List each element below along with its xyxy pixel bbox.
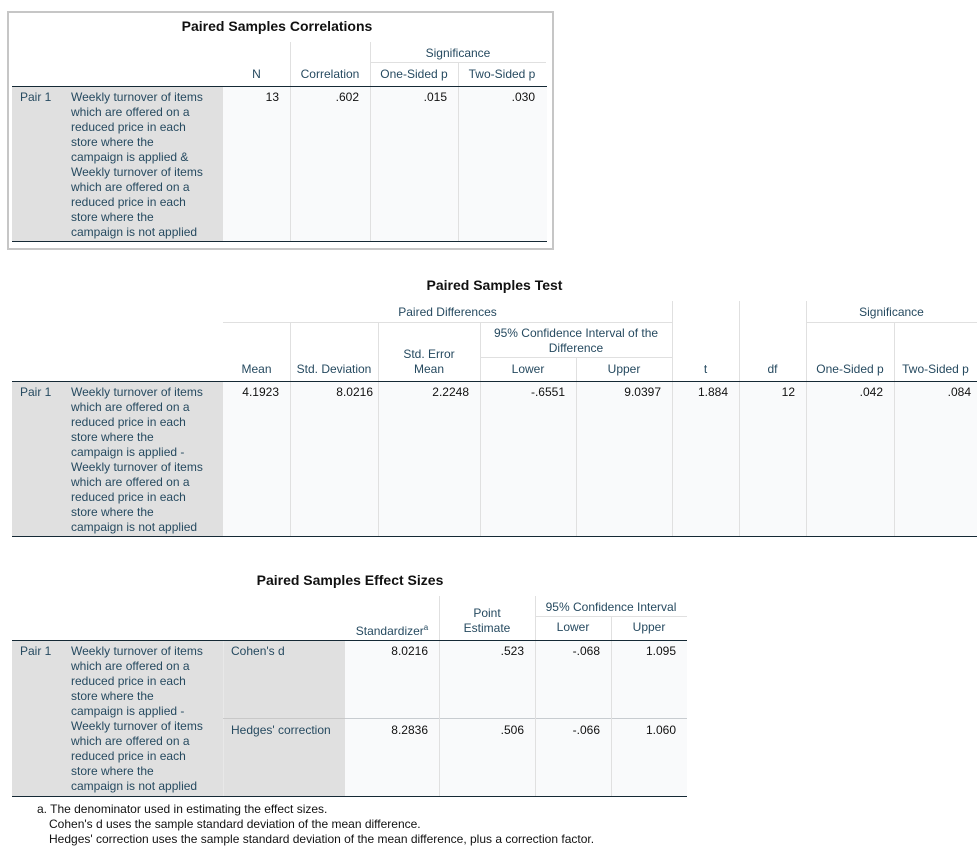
effect-footnote-cohens: Cohen's d uses the sample standard deviation of the mean difference. xyxy=(49,817,421,831)
test-df-header: df xyxy=(767,362,778,376)
test-one-sided-header: One-Sided p xyxy=(816,362,884,376)
correlations-one-sided-value: .015 xyxy=(423,90,447,104)
description-line: Weekly turnover of items xyxy=(71,90,203,104)
test-pair-label: Pair 1 xyxy=(20,385,52,399)
description-line: reduced price in each xyxy=(71,749,186,763)
effect-hedges-point: .506 xyxy=(500,723,524,737)
test-std-error-line2: Mean xyxy=(413,362,445,376)
correlations-significance-underline xyxy=(370,62,546,63)
test-one-sided-value: .042 xyxy=(859,385,883,399)
description-line: store where the xyxy=(71,210,154,224)
test-mean-value: 4.1923 xyxy=(242,385,279,399)
correlations-column-separator xyxy=(290,87,291,241)
test-column-separator xyxy=(806,382,807,536)
effect-row-label-cohens-d: Cohen's d xyxy=(231,644,285,658)
effect-title: Paired Samples Effect Sizes xyxy=(256,572,444,588)
test-std-error-value: 2.2248 xyxy=(432,385,469,399)
description-line: campaign is not applied xyxy=(71,520,198,534)
test-ci-header-line1: 95% Confidence Interval of the xyxy=(493,326,659,340)
test-significance-header: Significance xyxy=(859,305,924,319)
correlations-significance-header: Significance xyxy=(425,46,491,60)
test-data-area xyxy=(223,382,977,536)
correlations-bottom-rule xyxy=(12,241,547,242)
effect-hedges-upper: 1.060 xyxy=(645,723,676,737)
description-line: which are offered on a xyxy=(71,400,190,414)
description-line: store where the xyxy=(71,689,154,703)
test-column-separator xyxy=(672,382,673,536)
test-paired-differences-header: Paired Differences xyxy=(398,305,497,319)
test-header-separator xyxy=(378,322,379,381)
effect-cohens-upper: 1.095 xyxy=(645,644,676,658)
test-column-separator xyxy=(290,382,291,536)
effect-standardizer-label: Standardizer xyxy=(355,624,424,638)
test-t-value: 1.884 xyxy=(697,385,728,399)
description-line: which are offered on a xyxy=(71,180,190,194)
test-df-value: 12 xyxy=(781,385,795,399)
test-lower-header: Lower xyxy=(511,362,545,376)
test-mean-header: Mean xyxy=(241,362,272,376)
effect-point-line2: Estimate xyxy=(463,621,511,635)
effect-header-separator xyxy=(535,596,536,640)
correlations-two-sided-header: Two-Sided p xyxy=(468,67,536,81)
description-line: store where the xyxy=(71,135,154,149)
description-line: campaign is not applied xyxy=(71,779,198,793)
correlations-column-separator xyxy=(370,87,371,241)
description-line: reduced price in each xyxy=(71,195,186,209)
test-column-separator xyxy=(894,382,895,536)
correlations-pair-label: Pair 1 xyxy=(20,90,52,104)
test-column-separator xyxy=(480,382,481,536)
description-line: which are offered on a xyxy=(71,659,190,673)
test-header-separator xyxy=(894,322,895,381)
description-line: store where the xyxy=(71,505,154,519)
test-t-header: t xyxy=(703,362,708,376)
test-header-separator xyxy=(672,301,673,381)
test-two-sided-value: .084 xyxy=(947,385,971,399)
effect-ci-header: 95% Confidence Interval xyxy=(545,600,677,614)
test-ci-header xyxy=(480,326,672,356)
test-title: Paired Samples Test xyxy=(426,277,563,293)
correlations-column-separator xyxy=(458,87,459,241)
correlations-header-separator xyxy=(290,42,291,86)
effect-row-label-hedges: Hedges' correction xyxy=(231,723,331,737)
correlations-header-separator xyxy=(458,62,459,86)
description-line: which are offered on a xyxy=(71,105,190,119)
effect-column-separator xyxy=(439,641,440,796)
description-line: store where the xyxy=(71,430,154,444)
effect-point-line1: Point xyxy=(473,606,501,620)
test-upper-value: 9.0397 xyxy=(624,385,661,399)
description-line: reduced price in each xyxy=(71,415,186,429)
effect-column-separator xyxy=(611,641,612,796)
test-column-separator xyxy=(378,382,379,536)
effect-hedges-standardizer: 8.2836 xyxy=(391,723,428,737)
description-line: campaign is applied & xyxy=(71,150,189,164)
effect-standardizer-footnote-marker: a xyxy=(423,623,429,632)
effect-header-separator xyxy=(439,596,440,640)
description-line: Weekly turnover of items xyxy=(71,385,203,399)
correlations-n-value: 13 xyxy=(265,90,279,104)
correlations-correlation-value: .602 xyxy=(335,90,359,104)
test-std-error-line1: Std. Error xyxy=(403,347,455,361)
test-lower-value: -.6551 xyxy=(530,385,565,399)
description-line: Weekly turnover of items xyxy=(71,460,203,474)
test-column-separator xyxy=(576,382,577,536)
effect-hedges-lower: -.066 xyxy=(572,723,600,737)
effect-cohens-lower: -.068 xyxy=(572,644,600,658)
effect-row-divider xyxy=(345,718,687,719)
effect-point-header xyxy=(439,606,535,636)
test-column-separator xyxy=(739,382,740,536)
description-line: reduced price in each xyxy=(71,490,186,504)
test-header-separator xyxy=(576,357,577,381)
correlations-correlation-header: Correlation xyxy=(300,67,360,81)
effect-cohens-point: .523 xyxy=(500,644,524,658)
correlations-data-area xyxy=(223,87,547,241)
test-header-separator xyxy=(480,322,481,381)
test-header-separator xyxy=(290,322,291,381)
test-pair-description xyxy=(71,385,221,535)
description-line: reduced price in each xyxy=(71,120,186,134)
effect-cohens-standardizer: 8.0216 xyxy=(391,644,428,658)
description-line: campaign is applied - xyxy=(71,445,185,459)
description-line: Weekly turnover of items xyxy=(71,644,203,658)
test-header-separator xyxy=(739,301,740,381)
effect-row-divider xyxy=(223,718,345,719)
correlations-header-separator xyxy=(370,42,371,86)
test-std-error-header xyxy=(378,347,480,377)
effect-pair-label: Pair 1 xyxy=(20,644,52,658)
test-ci-header-line2: Difference xyxy=(548,341,604,355)
effect-column-separator xyxy=(535,641,536,796)
description-line: which are offered on a xyxy=(71,475,190,489)
description-line: reduced price in each xyxy=(71,674,186,688)
test-two-sided-header: Two-Sided p xyxy=(902,362,969,376)
effect-header-separator xyxy=(611,616,612,640)
description-line: campaign is applied - xyxy=(71,704,185,718)
test-header-separator xyxy=(806,301,807,381)
test-significance-underline xyxy=(806,322,977,323)
correlations-n-header: N xyxy=(252,67,261,81)
effect-pair-description xyxy=(71,644,221,794)
description-line: which are offered on a xyxy=(71,734,190,748)
correlations-one-sided-header: One-Sided p xyxy=(380,67,448,81)
description-line: store where the xyxy=(71,764,154,778)
effect-bottom-rule xyxy=(12,796,687,797)
description-line: Weekly turnover of items xyxy=(71,719,203,733)
correlations-two-sided-value: .030 xyxy=(511,90,535,104)
test-std-dev-header: Std. Deviation xyxy=(296,362,372,376)
effect-footnote-a: a. The denominator used in estimating the effect sizes. xyxy=(37,802,328,816)
test-std-dev-value: 8.0216 xyxy=(336,385,373,399)
effect-lower-header: Lower xyxy=(556,620,590,634)
effect-footnote-hedges: Hedges' correction uses the sample standard deviation of the mean difference, plus a correction factor. xyxy=(49,832,595,846)
effect-upper-header: Upper xyxy=(632,620,666,634)
description-line: campaign is not applied xyxy=(71,225,198,239)
description-line: Weekly turnover of items xyxy=(71,165,203,179)
correlations-title: Paired Samples Correlations xyxy=(181,18,373,34)
test-upper-header: Upper xyxy=(607,362,641,376)
test-bottom-rule xyxy=(12,536,977,537)
effect-standardizer-header xyxy=(345,620,439,639)
correlations-pair-description xyxy=(71,90,221,240)
